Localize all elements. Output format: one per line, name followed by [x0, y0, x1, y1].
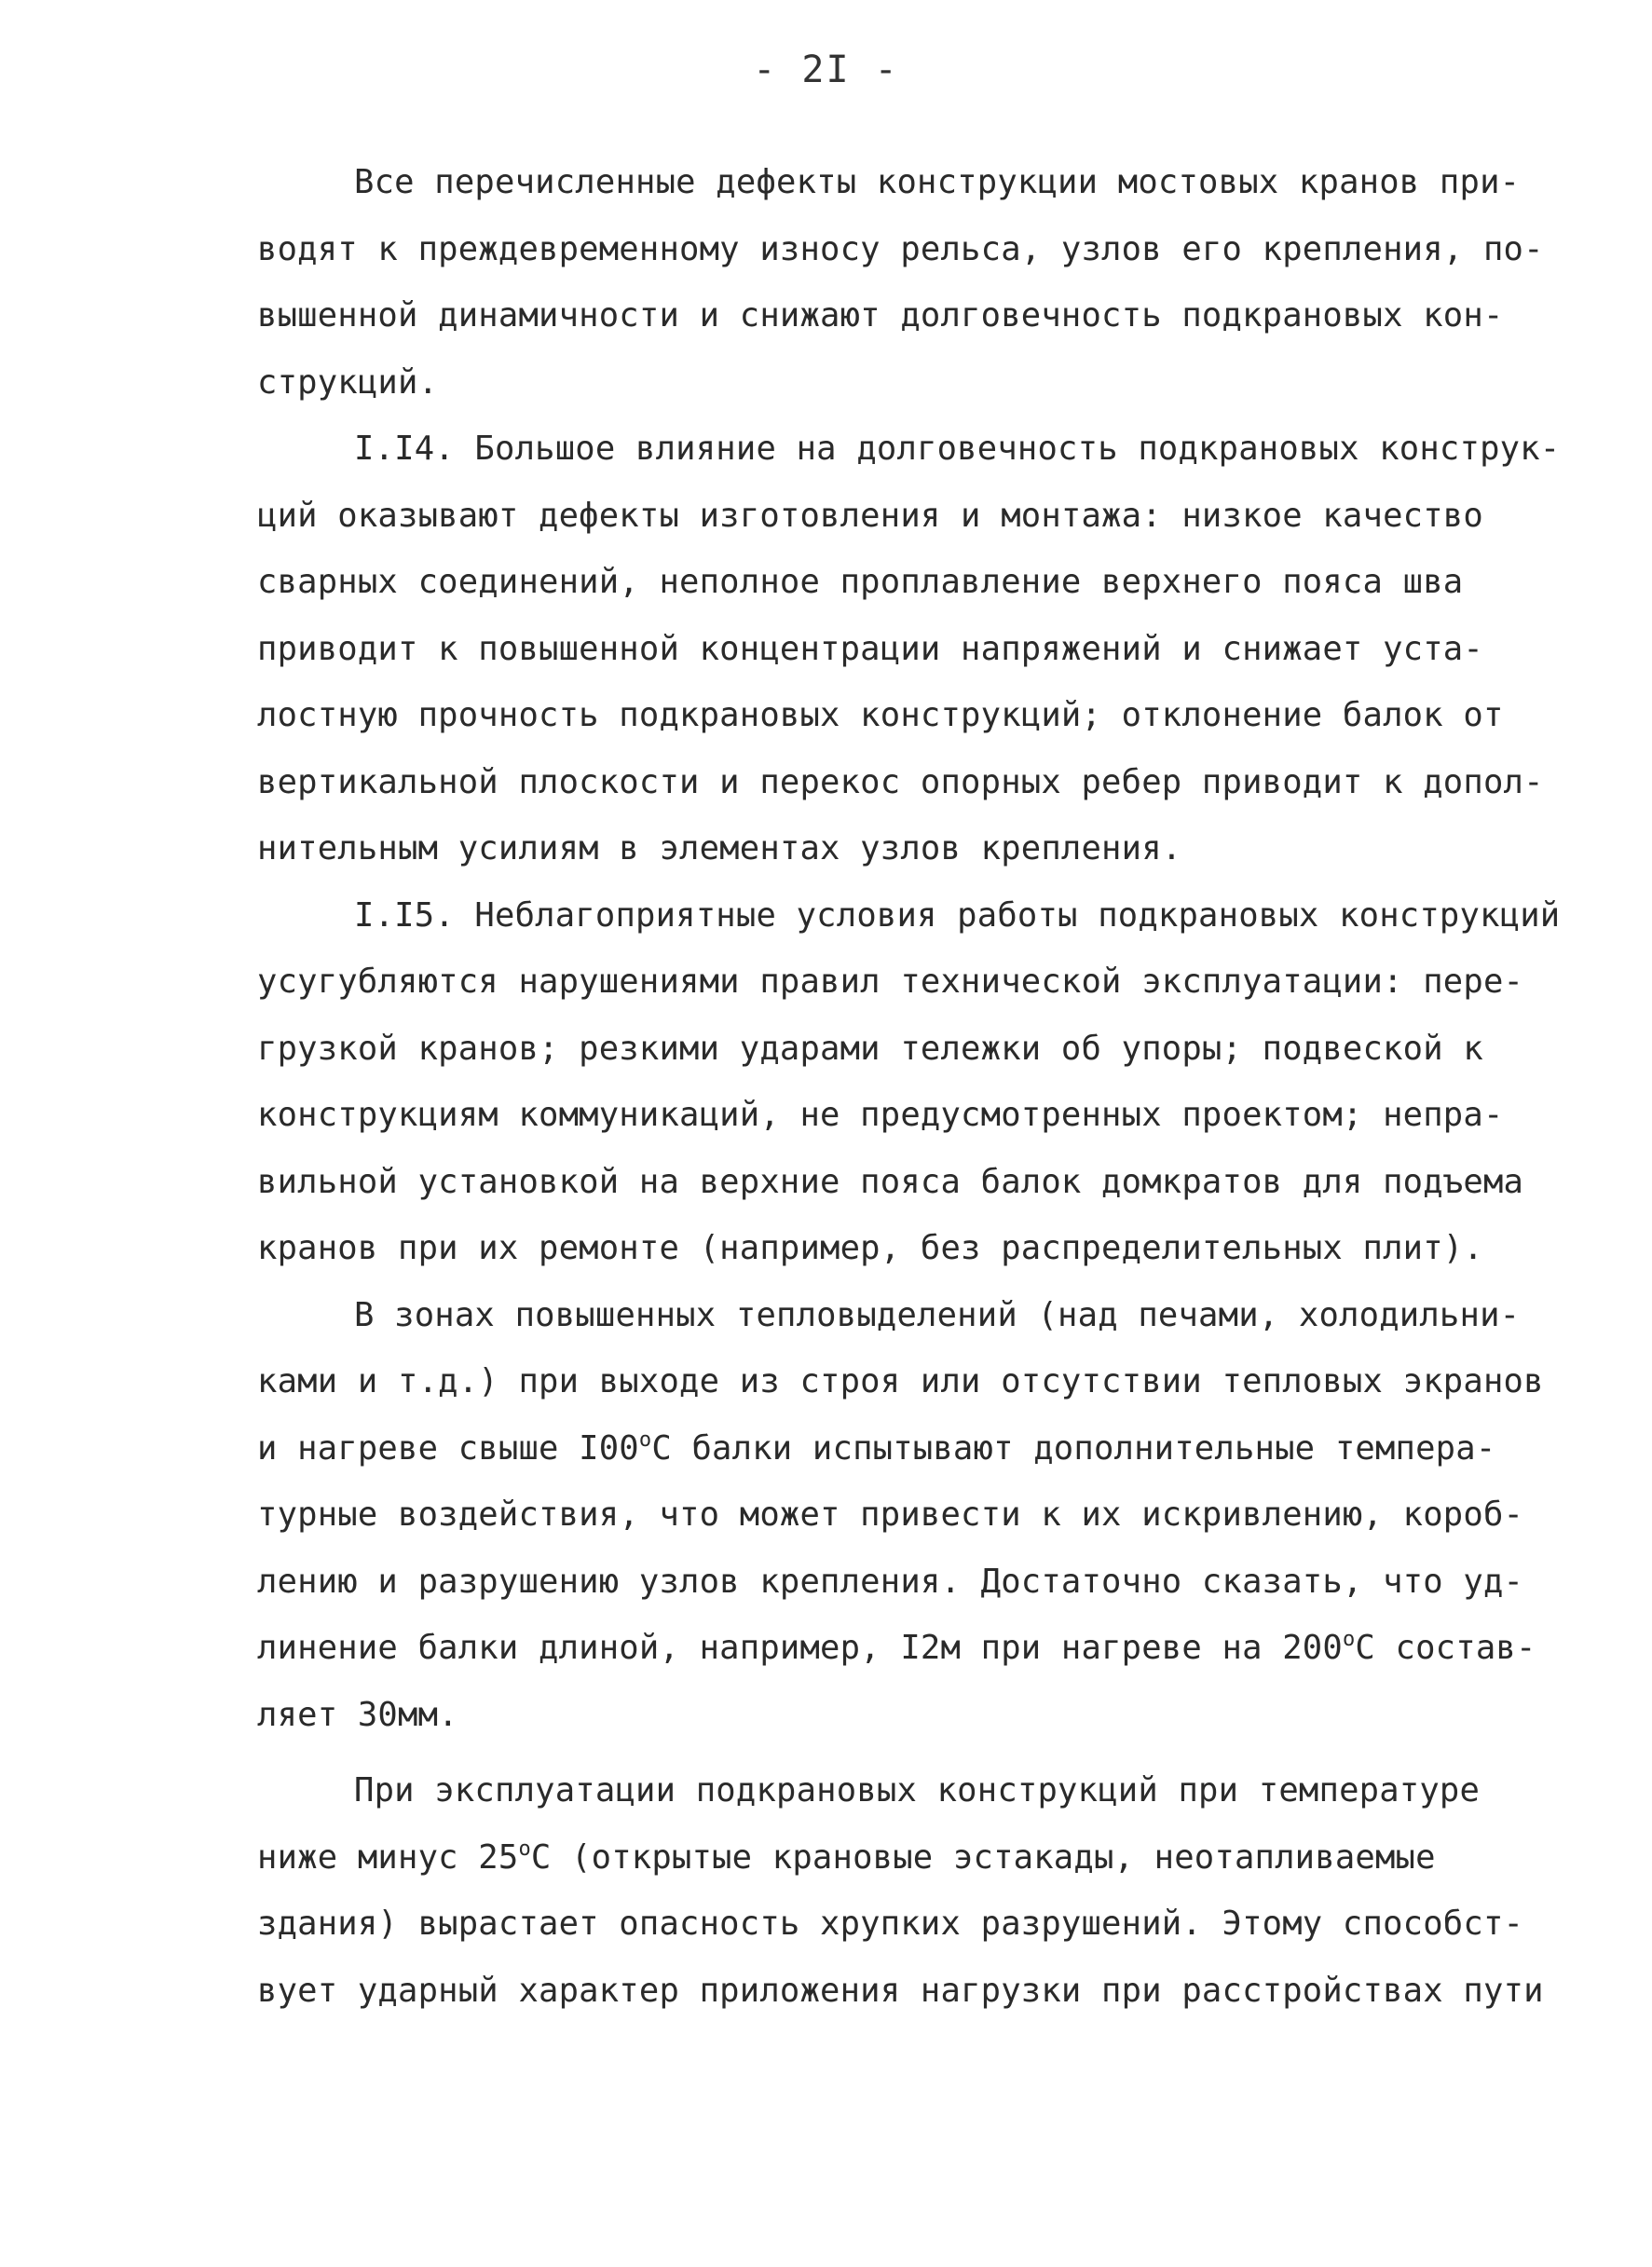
degree-sign: o: [1342, 1628, 1356, 1651]
degree-sign: o: [518, 1837, 531, 1861]
text-line: Все перечисленные дефекты конструкции мостовых кранов при-: [354, 163, 1521, 201]
text-line: I.I4. Большое влияние на долговечность подкрановых конструк-: [354, 430, 1561, 468]
text-line: кранов при их ремонте (например, без распределительных плит).: [257, 1229, 1483, 1267]
paragraph-defects: [257, 149, 1580, 416]
text-line: конструкциям коммуникаций, не предусмотренных проектом; непра-: [257, 1096, 1504, 1134]
text-segment: C (открытые крановые эстакады, неотапливаемые: [530, 1837, 1436, 1877]
text-line: вертикальной плоскости и перекос опорных ребер приводит к допол-: [257, 762, 1544, 801]
body-text: [257, 149, 1580, 2024]
text-line: лению и разрушению узлов крепления. Достаточно сказать, что уд-: [257, 1562, 1524, 1601]
degree-sign: o: [638, 1427, 652, 1452]
text-line: вильной установкой на верхние пояса балок домкратов для подъема: [257, 1162, 1524, 1201]
paragraph-heat-zones: [257, 1282, 1580, 1749]
text-segment: и нагреве свыше I00: [257, 1428, 639, 1468]
text-line: вышенной динамичности и снижают долговечность подкрановых кон-: [257, 296, 1504, 335]
text-line-with-degree: [257, 1615, 1580, 1682]
text-line: При эксплуатации подкрановых конструкций при температуре: [354, 1771, 1481, 1810]
text-line: нительным усилиям в элементах узлов крепления.: [257, 829, 1182, 867]
text-line: грузкой кранов; резкими ударами тележки об упоры; подвеской к: [257, 1029, 1483, 1068]
text-segment: C состав-: [1355, 1629, 1536, 1667]
text-line: I.I5. Неблагоприятные условия работы подкрановых конструкций: [354, 895, 1561, 935]
text-line: приводит к повышенной концентрации напряжений и снижает уста-: [257, 629, 1483, 668]
text-line: усугубляются нарушениями правил технической эксплуатации: пере-: [257, 963, 1524, 1001]
text-line: водят к преждевременному износу рельса, узлов его крепления, по-: [257, 229, 1544, 268]
text-line: здания) вырастает опасность хрупких разрушений. Этому способст-: [257, 1905, 1524, 1943]
paragraph-1-15: [257, 882, 1580, 1282]
text-line: В зонах повышенных тепловыделений (над печами, холодильни-: [354, 1295, 1521, 1334]
text-line: сварных соединений, неполное проплавление верхнего пояса шва: [257, 563, 1464, 601]
text-line: вует ударный характер приложения нагрузки при расстройствах пути: [257, 1971, 1544, 2010]
text-line: ками и т.д.) при выходе из строя или отсутствии тепловых экранов: [257, 1362, 1544, 1400]
text-segment: C балки испытывают дополнительные темпера-: [651, 1428, 1496, 1468]
text-line: турные воздействия, что может привести к их искривлению, короб-: [257, 1495, 1524, 1534]
text-line: ций оказывают дефекты изготовления и монтажа: низкое качество: [257, 496, 1483, 535]
text-segment: ниже минус 25: [257, 1837, 519, 1877]
text-line-with-degree: [257, 1415, 1580, 1482]
paragraph-1-14: [257, 416, 1580, 882]
page-number: - 2I -: [753, 48, 899, 91]
text-line: ляет 30мм.: [257, 1695, 458, 1734]
paragraph-low-temperature: [257, 1757, 1580, 2024]
text-line-with-degree: [257, 1824, 1580, 1891]
text-line: струкций.: [257, 362, 439, 402]
text-line: лостную прочность подкрановых конструкций; отклонение балок от: [257, 696, 1504, 734]
text-segment: линение балки длиной, например, I2м при нагреве на 200: [257, 1629, 1343, 1667]
